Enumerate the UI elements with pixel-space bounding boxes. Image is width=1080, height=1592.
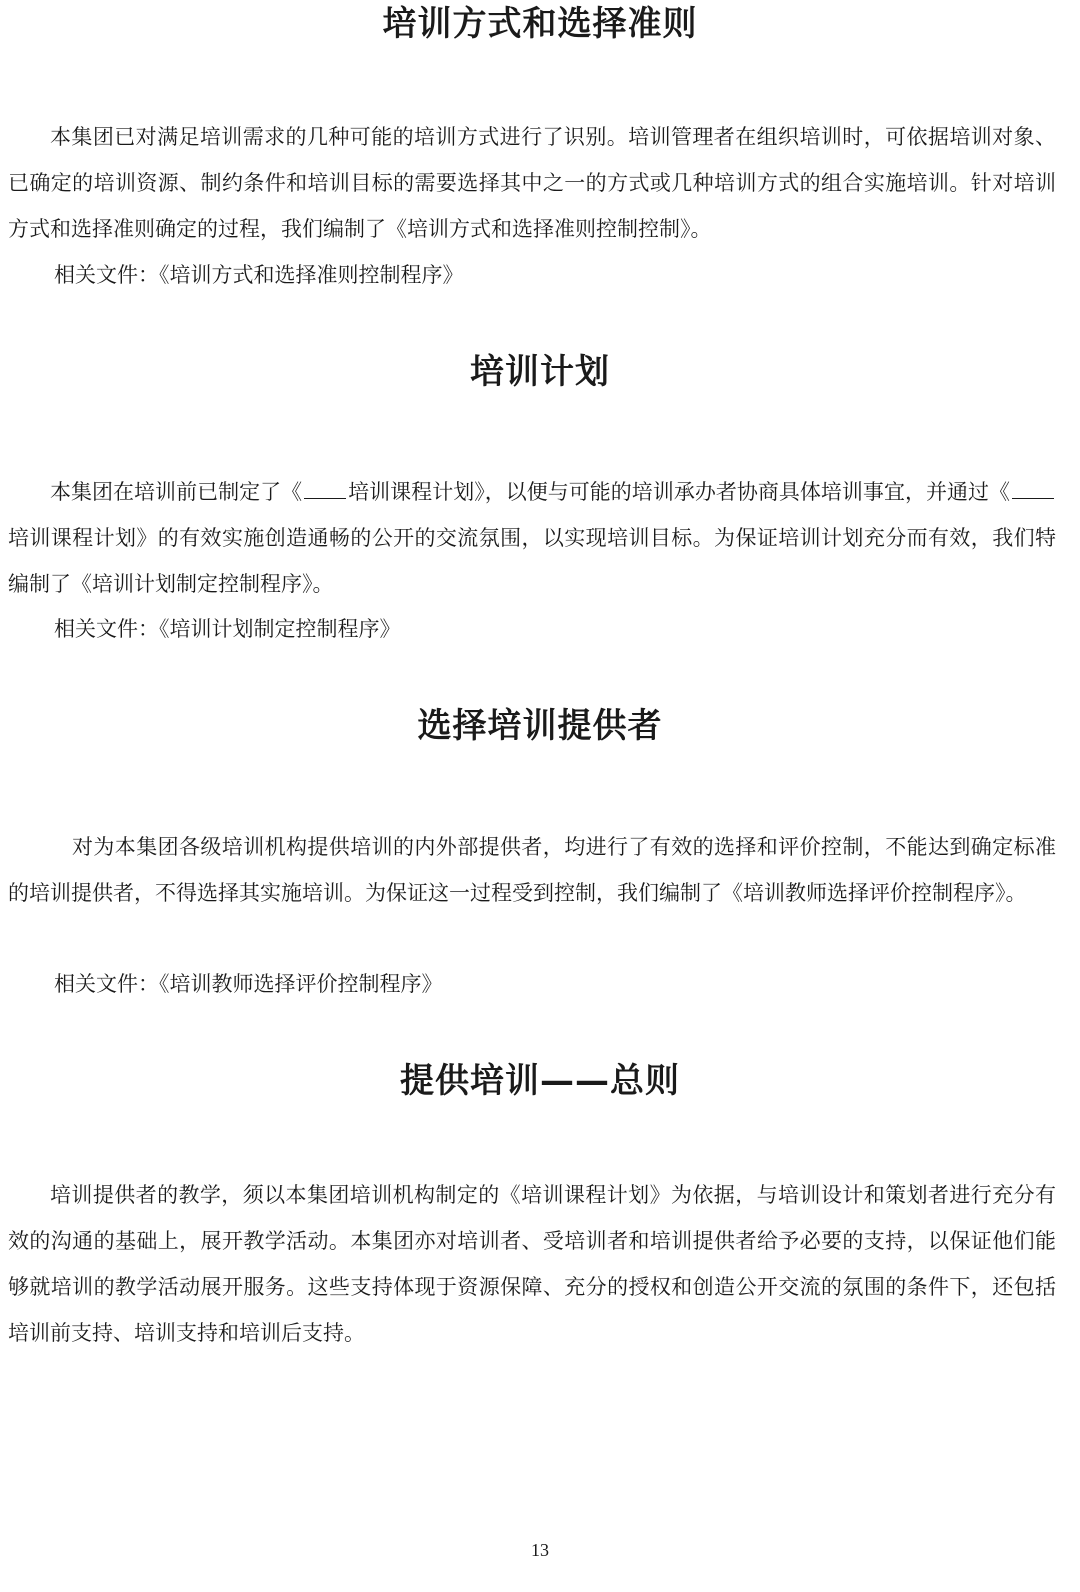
fill-in-blank <box>304 480 346 499</box>
paragraph-text: 培训课程计划》的有效实施创造通畅的公开的交流氛围，以实现培训目标。为保证培训计划充分而有效，我们特编制了《培训计划制定控制程序》。 <box>8 526 1056 596</box>
section-paragraph-training-plan <box>8 469 1056 607</box>
section-heading-select-providers: 选择培训提供者 <box>417 706 663 746</box>
section-paragraph-training-methods: 本集团已对满足培训需求的几种可能的培训方式进行了识别。培训管理者在组织培训时，可依据培训对象、已确定的培训资源、制约条件和培训目标的需要选择其中之一的方式或几种培训方式的组合实施培训。针对培训方式和选择准则确定的过程，我们编制了《培训方式和选择准则控制控制》。 <box>8 125 1056 241</box>
section-paragraph-select-providers: 对为本集团各级培训机构提供培训的内外部提供者，均进行了有效的选择和评价控制，不能达到确定标准的培训提供者，不得选择其实施培训。为保证这一过程受到控制，我们编制了《培训教师选择评价控制程序》。 <box>8 835 1056 905</box>
paragraph-text: 本集团在培训前已制定了《 <box>50 480 303 504</box>
fill-in-blank <box>1012 480 1054 499</box>
paragraph-text: 培训课程计划》，以便与可能的培训承办者协商具体培训事宜，并通过《 <box>348 480 1011 504</box>
section-paragraph-provide-training: 培训提供者的教学，须以本集团培训机构制定的《培训课程计划》为依据，与培训设计和策划者进行充分有效的沟通的基础上，展开教学活动。本集团亦对培训者、受培训者和培训提供者给予必要的支持，以保证他们能够就培训的教学活动展开服务。这些支持体现于资源保障、充分的授权和创造公开交流的氛围的条件下，还包括培训前支持、培训支持和培训后支持。 <box>8 1183 1056 1345</box>
related-documents-select-providers: 相关文件：《培训教师选择评价控制程序》 <box>54 972 443 996</box>
related-documents-training-methods: 相关文件：《培训方式和选择准则控制程序》 <box>54 263 464 287</box>
section-heading-training-plan: 培训计划 <box>470 352 610 392</box>
related-documents-training-plan: 相关文件：《培训计划制定控制程序》 <box>54 617 401 641</box>
page-number: 13 <box>531 1540 549 1560</box>
section-heading-provide-training: 提供培训——总则 <box>400 1061 680 1101</box>
section-heading-training-methods: 培训方式和选择准则 <box>382 4 698 44</box>
